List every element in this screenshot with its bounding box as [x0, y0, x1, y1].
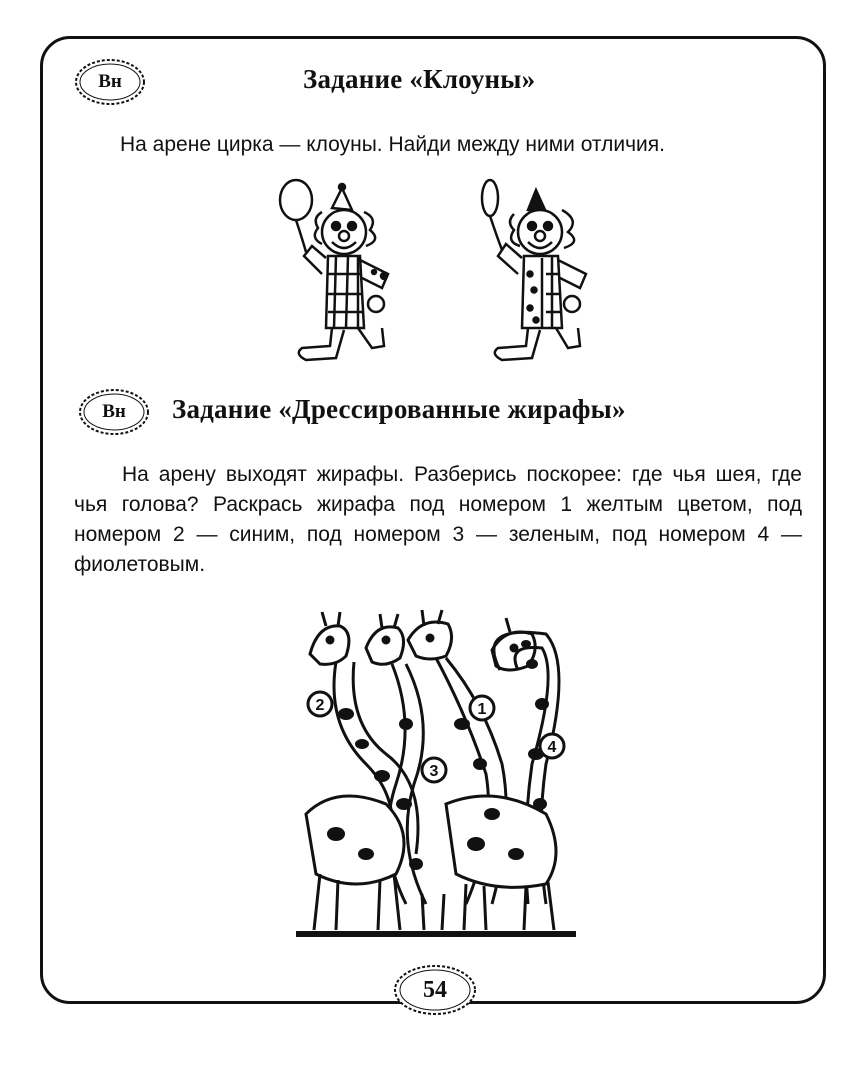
giraffe-number-2: 2 — [315, 697, 325, 714]
task2-text: На арену выходят жирафы. Разберись поскорее: где чья шея, где чья голова? Раскрась жирафа под номером 1 желтым цветом, под номером 2 — синим, под номером 3 — зеленым, под номером 4 — фиолетовым. — [74, 463, 802, 576]
clown-left-illustration — [272, 178, 412, 368]
task1-text: На арене цирка — клоуны. Найди между ними отличия. — [120, 133, 665, 156]
task1-title: Задание «Клоуны» — [303, 64, 536, 94]
giraffes-illustration — [296, 604, 576, 942]
clown-right-illustration — [470, 178, 610, 368]
giraffe-number-3: 3 — [429, 763, 439, 780]
task2-title: Задание «Дрессированные жирафы» — [172, 394, 626, 424]
task1-badge — [72, 56, 148, 108]
page-number-badge — [390, 960, 480, 1020]
task1-badge-label: Вн — [98, 71, 122, 92]
giraffe-number-4: 4 — [547, 739, 557, 756]
task2-badge — [76, 386, 152, 438]
page-number: 54 — [423, 976, 447, 1003]
task2-badge-label: Вн — [102, 401, 126, 422]
giraffe-number-1: 1 — [477, 701, 487, 718]
